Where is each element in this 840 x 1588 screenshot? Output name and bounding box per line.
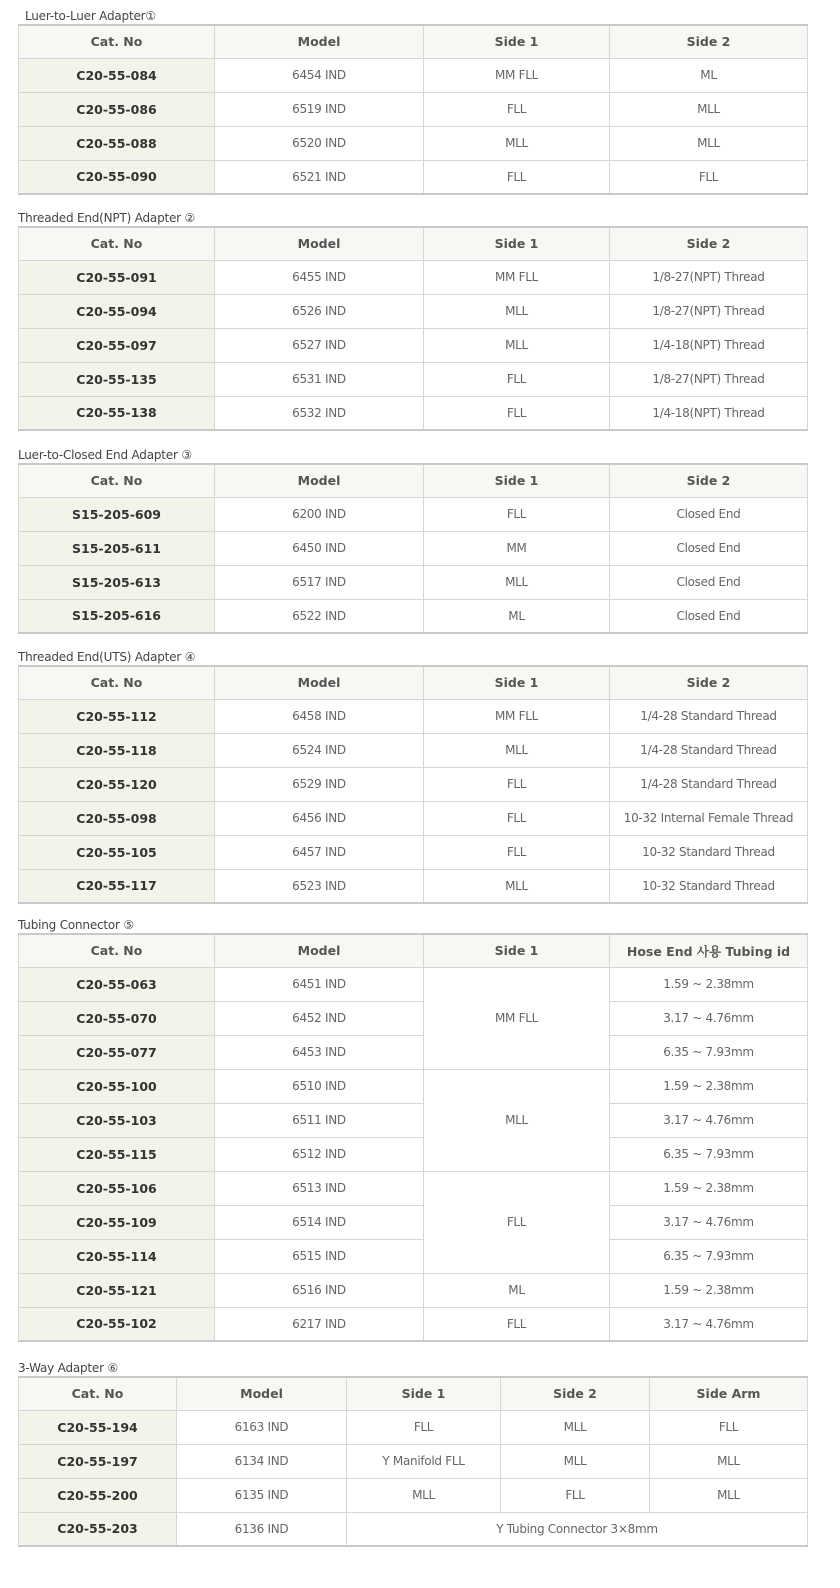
cat-no-cell: C20-55-097	[19, 328, 215, 362]
header-row	[19, 25, 808, 58]
col-header-side-1: Side 1	[424, 464, 610, 497]
cat-no-cell: C20-55-084	[19, 58, 215, 92]
col-header-tubing-id: Hose End 사용 Tubing id	[610, 934, 808, 967]
cat-no-cell: C20-55-203	[19, 1512, 177, 1546]
side-1-cell: FLL	[347, 1410, 501, 1444]
cat-no-cell: C20-55-088	[19, 126, 215, 160]
side-1-merged-cell: MM FLL	[424, 967, 610, 1069]
col-header-model: Model	[215, 666, 424, 699]
section-threaded-npt	[18, 210, 807, 431]
tubing-id-cell: 1.59 ~ 2.38mm	[610, 967, 808, 1001]
tubing-id-cell: 6.35 ~ 7.93mm	[610, 1137, 808, 1171]
table-row	[19, 1205, 808, 1239]
side-1-cell: FLL	[424, 396, 610, 430]
side-1-cell: FLL	[424, 767, 610, 801]
model-cell: 6513 IND	[215, 1171, 424, 1205]
side-2-cell: 1/4-18(NPT) Thread	[610, 396, 808, 430]
table-row	[19, 294, 808, 328]
side-1-cell: MLL	[347, 1478, 501, 1512]
model-cell: 6454 IND	[215, 58, 424, 92]
col-header-side-2: Side 2	[610, 464, 808, 497]
cat-no-cell: C20-55-121	[19, 1273, 215, 1307]
cat-no-cell: C20-55-115	[19, 1137, 215, 1171]
cat-no-cell: S15-205-616	[19, 599, 215, 633]
table-row	[19, 767, 808, 801]
table-row	[19, 1171, 808, 1205]
side-1-cell: MLL	[424, 294, 610, 328]
tubing-id-cell: 3.17 ~ 4.76mm	[610, 1205, 808, 1239]
table-row	[19, 126, 808, 160]
side-1-merged-cell: MLL	[424, 1069, 610, 1171]
table-row	[19, 1273, 808, 1307]
model-cell: 6529 IND	[215, 767, 424, 801]
table-row	[19, 1103, 808, 1137]
col-header-model: Model	[215, 25, 424, 58]
col-header-model: Model	[177, 1377, 347, 1410]
cat-no-cell: C20-55-106	[19, 1171, 215, 1205]
side-1-cell: FLL	[424, 835, 610, 869]
table-row	[19, 1307, 808, 1341]
col-header-cat-no: Cat. No	[19, 464, 215, 497]
section-title: Threaded End(NPT) Adapter ②	[18, 211, 196, 225]
side-1-cell: Y Manifold FLL	[347, 1444, 501, 1478]
side-1-cell: MM	[424, 531, 610, 565]
model-cell: 6524 IND	[215, 733, 424, 767]
section-luer-to-luer	[18, 8, 807, 195]
cat-no-cell: C20-55-063	[19, 967, 215, 1001]
cat-no-cell: C20-55-100	[19, 1069, 215, 1103]
cat-no-cell: C20-55-112	[19, 699, 215, 733]
table-row	[19, 1410, 808, 1444]
cat-no-cell: C20-55-105	[19, 835, 215, 869]
section-luer-to-closed-end	[18, 447, 807, 634]
3-way-adapter-table	[18, 1376, 808, 1547]
section-3-way-adapter	[18, 1360, 807, 1547]
model-cell: 6512 IND	[215, 1137, 424, 1171]
model-cell: 6531 IND	[215, 362, 424, 396]
tubing-id-cell: 1.59 ~ 2.38mm	[610, 1171, 808, 1205]
col-header-side-1: Side 1	[347, 1377, 501, 1410]
model-cell: 6200 IND	[215, 497, 424, 531]
side-1-cell: MM FLL	[424, 260, 610, 294]
cat-no-cell: C20-55-194	[19, 1410, 177, 1444]
section-threaded-uts	[18, 649, 807, 904]
col-header-cat-no: Cat. No	[19, 25, 215, 58]
model-cell: 6516 IND	[215, 1273, 424, 1307]
table-row	[19, 58, 808, 92]
table-row	[19, 967, 808, 1001]
section-title: Tubing Connector ⑤	[18, 918, 134, 932]
side-1-cell: FLL	[424, 1307, 610, 1341]
col-header-side-1: Side 1	[424, 25, 610, 58]
model-cell: 6519 IND	[215, 92, 424, 126]
table-row	[19, 699, 808, 733]
tubing-id-cell: 1.59 ~ 2.38mm	[610, 1273, 808, 1307]
cat-no-cell: C20-55-103	[19, 1103, 215, 1137]
side-2-cell: Closed End	[610, 599, 808, 633]
tubing-id-cell: 6.35 ~ 7.93mm	[610, 1035, 808, 1069]
table-row	[19, 1035, 808, 1069]
table-row	[19, 1512, 808, 1546]
side-2-cell: 1/4-28 Standard Thread	[610, 699, 808, 733]
header-row	[19, 1377, 808, 1410]
model-cell: 6520 IND	[215, 126, 424, 160]
cat-no-cell: C20-55-102	[19, 1307, 215, 1341]
table-row	[19, 733, 808, 767]
model-cell: 6217 IND	[215, 1307, 424, 1341]
table-row	[19, 801, 808, 835]
side-2-cell: 1/4-28 Standard Thread	[610, 767, 808, 801]
side-2-cell: MLL	[610, 92, 808, 126]
table-row	[19, 1478, 808, 1512]
model-cell: 6455 IND	[215, 260, 424, 294]
table-row	[19, 1444, 808, 1478]
side-1-cell: MLL	[424, 733, 610, 767]
model-cell: 6456 IND	[215, 801, 424, 835]
tubing-id-cell: 1.59 ~ 2.38mm	[610, 1069, 808, 1103]
side-2-cell: Closed End	[610, 565, 808, 599]
cat-no-cell: C20-55-200	[19, 1478, 177, 1512]
side-2-cell: 10-32 Internal Female Thread	[610, 801, 808, 835]
section-title: Luer-to-Luer Adapter①	[25, 9, 156, 23]
luer-to-closed-end-table	[18, 463, 808, 634]
tubing-id-cell: 3.17 ~ 4.76mm	[610, 1001, 808, 1035]
model-cell: 6457 IND	[215, 835, 424, 869]
threaded-npt-table	[18, 226, 808, 431]
side-1-cell: FLL	[424, 497, 610, 531]
table-row	[19, 1069, 808, 1103]
threaded-uts-table	[18, 665, 808, 904]
model-cell: 6523 IND	[215, 869, 424, 903]
side-1-cell: FLL	[424, 160, 610, 194]
table-row	[19, 565, 808, 599]
cat-no-cell: S15-205-611	[19, 531, 215, 565]
col-header-cat-no: Cat. No	[19, 934, 215, 967]
cat-no-cell: S15-205-609	[19, 497, 215, 531]
tubing-id-cell: 3.17 ~ 4.76mm	[610, 1103, 808, 1137]
table-row	[19, 160, 808, 194]
table-row	[19, 92, 808, 126]
col-header-cat-no: Cat. No	[19, 666, 215, 699]
header-row	[19, 227, 808, 260]
side-2-cell: Closed End	[610, 531, 808, 565]
cat-no-cell: C20-55-197	[19, 1444, 177, 1478]
side-2-cell: MLL	[501, 1444, 650, 1478]
model-cell: 6522 IND	[215, 599, 424, 633]
table-row	[19, 869, 808, 903]
side-2-cell: Closed End	[610, 497, 808, 531]
col-header-side-1: Side 1	[424, 934, 610, 967]
section-tubing-connector	[18, 917, 807, 1342]
model-cell: 6453 IND	[215, 1035, 424, 1069]
cat-no-cell: S15-205-613	[19, 565, 215, 599]
col-header-model: Model	[215, 464, 424, 497]
model-cell: 6521 IND	[215, 160, 424, 194]
table-row	[19, 599, 808, 633]
col-header-side-2: Side 2	[610, 25, 808, 58]
col-header-side-2: Side 2	[610, 227, 808, 260]
side-2-cell: 10-32 Standard Thread	[610, 835, 808, 869]
table-row	[19, 835, 808, 869]
cat-no-cell: C20-55-098	[19, 801, 215, 835]
side-2-cell: MLL	[501, 1410, 650, 1444]
model-cell: 6450 IND	[215, 531, 424, 565]
section-title: 3-Way Adapter ⑥	[18, 1361, 119, 1375]
table-row	[19, 1001, 808, 1035]
tubing-connector-table	[18, 933, 808, 1342]
section-title: Luer-to-Closed End Adapter ③	[18, 448, 192, 462]
side-2-cell: 1/8-27(NPT) Thread	[610, 294, 808, 328]
col-header-side-1: Side 1	[424, 666, 610, 699]
side-2-cell: FLL	[501, 1478, 650, 1512]
side-2-cell: FLL	[610, 160, 808, 194]
table-row	[19, 362, 808, 396]
cat-no-cell: C20-55-114	[19, 1239, 215, 1273]
cat-no-cell: C20-55-135	[19, 362, 215, 396]
side-1-cell: MM FLL	[424, 58, 610, 92]
side-2-cell: 1/8-27(NPT) Thread	[610, 362, 808, 396]
side-arm-cell: MLL	[650, 1478, 808, 1512]
side-2-cell: 10-32 Standard Thread	[610, 869, 808, 903]
model-cell: 6135 IND	[177, 1478, 347, 1512]
model-cell: 6136 IND	[177, 1512, 347, 1546]
header-row	[19, 464, 808, 497]
side-2-cell: 1/4-28 Standard Thread	[610, 733, 808, 767]
table-row	[19, 531, 808, 565]
model-cell: 6510 IND	[215, 1069, 424, 1103]
cat-no-cell: C20-55-118	[19, 733, 215, 767]
side-1-cell: MLL	[424, 328, 610, 362]
model-cell: 6526 IND	[215, 294, 424, 328]
side-2-cell: 1/4-18(NPT) Thread	[610, 328, 808, 362]
col-header-side-arm: Side Arm	[650, 1377, 808, 1410]
table-row	[19, 396, 808, 430]
tubing-id-cell: 6.35 ~ 7.93mm	[610, 1239, 808, 1273]
side-1-cell: MLL	[424, 869, 610, 903]
model-cell: 6515 IND	[215, 1239, 424, 1273]
merged-description-cell: Y Tubing Connector 3×8mm	[347, 1512, 808, 1546]
model-cell: 6517 IND	[215, 565, 424, 599]
col-header-model: Model	[215, 934, 424, 967]
cat-no-cell: C20-55-091	[19, 260, 215, 294]
table-row	[19, 260, 808, 294]
table-row	[19, 497, 808, 531]
model-cell: 6527 IND	[215, 328, 424, 362]
cat-no-cell: C20-55-138	[19, 396, 215, 430]
side-2-cell: MLL	[610, 126, 808, 160]
model-cell: 6532 IND	[215, 396, 424, 430]
side-1-cell: FLL	[424, 801, 610, 835]
side-1-cell: MM FLL	[424, 699, 610, 733]
cat-no-cell: C20-55-070	[19, 1001, 215, 1035]
col-header-cat-no: Cat. No	[19, 1377, 177, 1410]
table-row	[19, 1137, 808, 1171]
header-row	[19, 934, 808, 967]
table-row	[19, 1239, 808, 1273]
side-1-cell: ML	[424, 599, 610, 633]
luer-to-luer-table	[18, 24, 808, 195]
side-arm-cell: MLL	[650, 1444, 808, 1478]
col-header-cat-no: Cat. No	[19, 227, 215, 260]
cat-no-cell: C20-55-090	[19, 160, 215, 194]
side-2-cell: 1/8-27(NPT) Thread	[610, 260, 808, 294]
side-2-cell: ML	[610, 58, 808, 92]
cat-no-cell: C20-55-077	[19, 1035, 215, 1069]
cat-no-cell: C20-55-109	[19, 1205, 215, 1239]
side-1-cell: ML	[424, 1273, 610, 1307]
header-row	[19, 666, 808, 699]
side-1-cell: MLL	[424, 126, 610, 160]
side-1-cell: FLL	[424, 92, 610, 126]
model-cell: 6458 IND	[215, 699, 424, 733]
cat-no-cell: C20-55-117	[19, 869, 215, 903]
side-arm-cell: FLL	[650, 1410, 808, 1444]
cat-no-cell: C20-55-120	[19, 767, 215, 801]
col-header-model: Model	[215, 227, 424, 260]
side-1-cell: MLL	[424, 565, 610, 599]
cat-no-cell: C20-55-094	[19, 294, 215, 328]
side-1-merged-cell: FLL	[424, 1171, 610, 1273]
tubing-id-cell: 3.17 ~ 4.76mm	[610, 1307, 808, 1341]
model-cell: 6451 IND	[215, 967, 424, 1001]
model-cell: 6514 IND	[215, 1205, 424, 1239]
table-row	[19, 328, 808, 362]
col-header-side-2: Side 2	[501, 1377, 650, 1410]
model-cell: 6163 IND	[177, 1410, 347, 1444]
model-cell: 6134 IND	[177, 1444, 347, 1478]
cat-no-cell: C20-55-086	[19, 92, 215, 126]
col-header-side-2: Side 2	[610, 666, 808, 699]
model-cell: 6452 IND	[215, 1001, 424, 1035]
col-header-side-1: Side 1	[424, 227, 610, 260]
side-1-cell: FLL	[424, 362, 610, 396]
model-cell: 6511 IND	[215, 1103, 424, 1137]
section-title: Threaded End(UTS) Adapter ④	[18, 650, 196, 664]
